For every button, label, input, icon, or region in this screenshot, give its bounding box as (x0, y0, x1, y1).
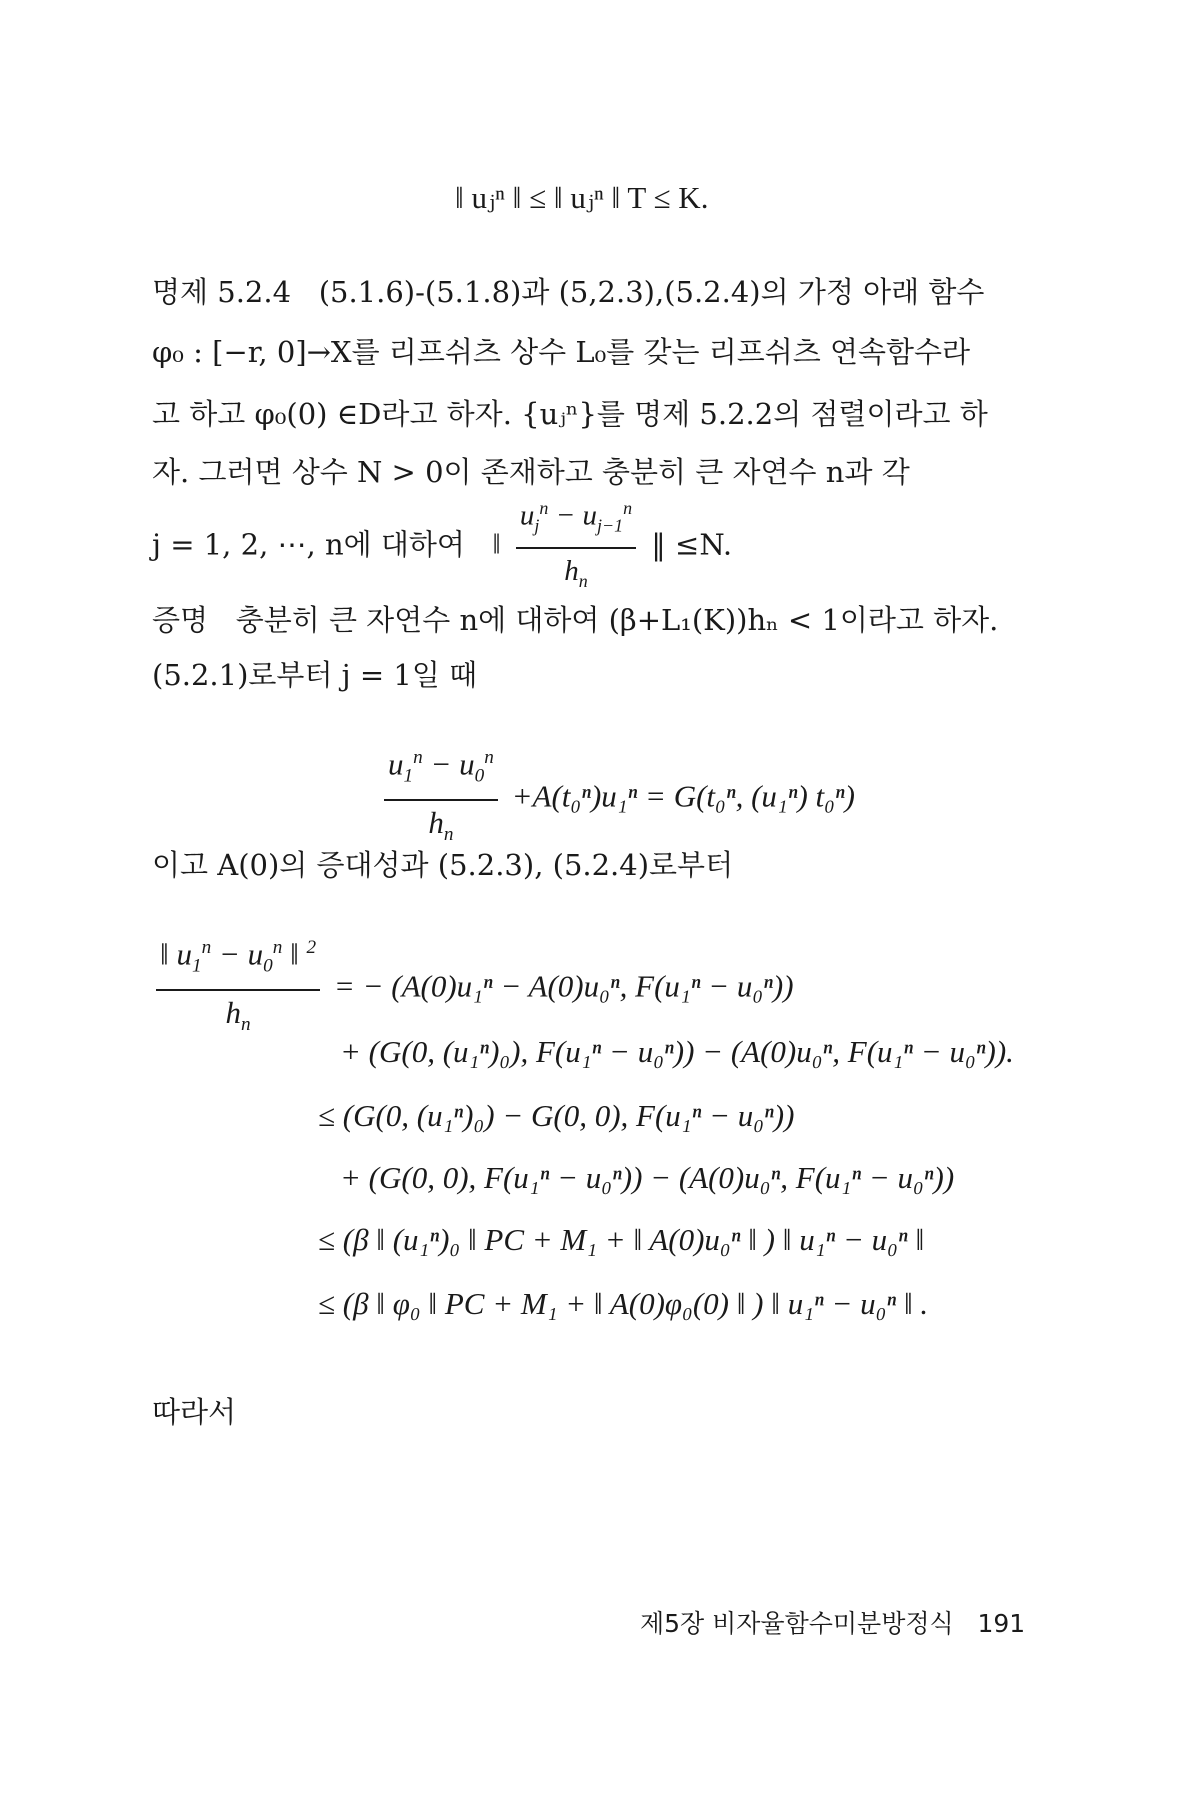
page-footer (640, 1604, 1025, 1640)
chain-numerator: ‖ $u_1^n - u_0^n$ ‖ $^2$ (156, 928, 320, 991)
proof-line-1 (152, 600, 998, 640)
proposition-text-6: ‖ ≤N. (651, 527, 733, 562)
chain-line-2 (340, 1032, 1014, 1072)
chain-line-5 (318, 1220, 924, 1260)
chain-text-3: ≤ (G(0, (u₁ⁿ)₀) − G(0, 0), F(u₁ⁿ − u₀ⁿ)) (318, 1098, 795, 1133)
eq1-rhs: +A(t₀ⁿ)u₁ⁿ = G(t₀ⁿ, (u₁ⁿ) t₀ⁿ) (511, 778, 856, 814)
proposition-text-4: 자. 그러면 상수 N > 0이 존재하고 충분히 큰 자연수 n과 각 (152, 455, 910, 489)
proposition-text-3: 고 하고 φ₀(0) ∈D라고 하자. {uⱼⁿ}를 명제 5.2.2의 점렬이라고 하 (152, 397, 988, 431)
chain-line-6 (318, 1284, 928, 1324)
proof-text-2: (5.2.1)로부터 j = 1일 때 (152, 658, 478, 692)
proof-text-1: 충분히 큰 자연수 n에 대하여 (β+L₁(K))hₙ < 1이라고 하자. (235, 603, 999, 637)
fraction-numerator: $u_j^n - u_{j-1}^n$ (516, 488, 636, 549)
proposition-line-3 (152, 394, 988, 434)
chain-line-1 (150, 928, 794, 1045)
proof-label: 증명 (152, 603, 209, 637)
eq1-numerator: $u_1^n - u_0^n$ (384, 738, 498, 801)
proof-line-2 (152, 655, 477, 695)
proposition-text-5: j = 1, 2, ⋯, n에 대하여 (152, 527, 465, 562)
chain-line-3 (318, 1096, 794, 1136)
eq1-fraction (384, 738, 498, 855)
proposition-line-5 (152, 488, 732, 601)
top-equation-text: ‖ uⱼⁿ ‖ ≤ ‖ uⱼⁿ ‖ T ≤ K. (455, 180, 709, 215)
chain-line-4 (340, 1158, 954, 1198)
proof-line-3 (152, 845, 733, 885)
proof-text-3: 이고 A(0)의 증대성과 (5.2.3), (5.2.4)로부터 (152, 848, 734, 882)
proposition-text-1: (5.1.6)-(5.1.8)과 (5,2.3),(5.2.4)의 가정 아래 함수 (318, 275, 985, 309)
difference-fraction (516, 488, 636, 601)
chain-text-6: ≤ (β ‖ φ₀ ‖ PC + M₁ + ‖ A(0)φ₀(0) ‖ ) ‖ u₁ⁿ − u₀ⁿ ‖ . (318, 1286, 929, 1321)
proposition-label: 명제 5.2.4 (152, 275, 292, 309)
proposition-line-4 (152, 452, 910, 492)
norm-open: ‖ (492, 528, 501, 561)
proposition-text-2: φ₀ : [−r, 0]→X를 리프쉬츠 상수 L₀를 갖는 리프쉬츠 연속함수라 (152, 335, 971, 369)
proof-equation-1 (378, 738, 855, 855)
chain-text-4: + (G(0, 0), F(u₁ⁿ − u₀ⁿ)) − (A(0)u₀ⁿ, F(u₁ⁿ − u₀ⁿ)) (340, 1160, 955, 1195)
proposition-line-1 (152, 272, 984, 312)
chain-text-5: ≤ (β ‖ (u₁ⁿ)₀ ‖ PC + M₁ + ‖ A(0)u₀ⁿ ‖ ) ‖ u₁ⁿ − u₀ⁿ ‖ (318, 1222, 925, 1257)
conclusion-text: 따라서 (152, 1395, 237, 1429)
chain-fraction (156, 928, 320, 1045)
top-equation (455, 178, 708, 218)
page-number: 191 (977, 1609, 1026, 1638)
chain-text-2: + (G(0, (u₁ⁿ)₀), F(u₁ⁿ − u₀ⁿ)) − (A(0)u₀ⁿ, F(u₁ⁿ − u₀ⁿ)). (340, 1034, 1014, 1069)
eq1-denominator: $h_n$ (428, 804, 454, 845)
fraction-denominator: $h_n$ (564, 555, 588, 592)
chain-denominator: $h_n$ (225, 994, 251, 1035)
proposition-line-2 (152, 332, 970, 372)
chain-text-1: = − (A(0)u₁ⁿ − A(0)u₀ⁿ, F(u₁ⁿ − u₀ⁿ)) (333, 968, 794, 1004)
chapter-title: 제5장 비자율함수미분방정식 (640, 1609, 954, 1638)
conclusion-line (152, 1392, 236, 1432)
